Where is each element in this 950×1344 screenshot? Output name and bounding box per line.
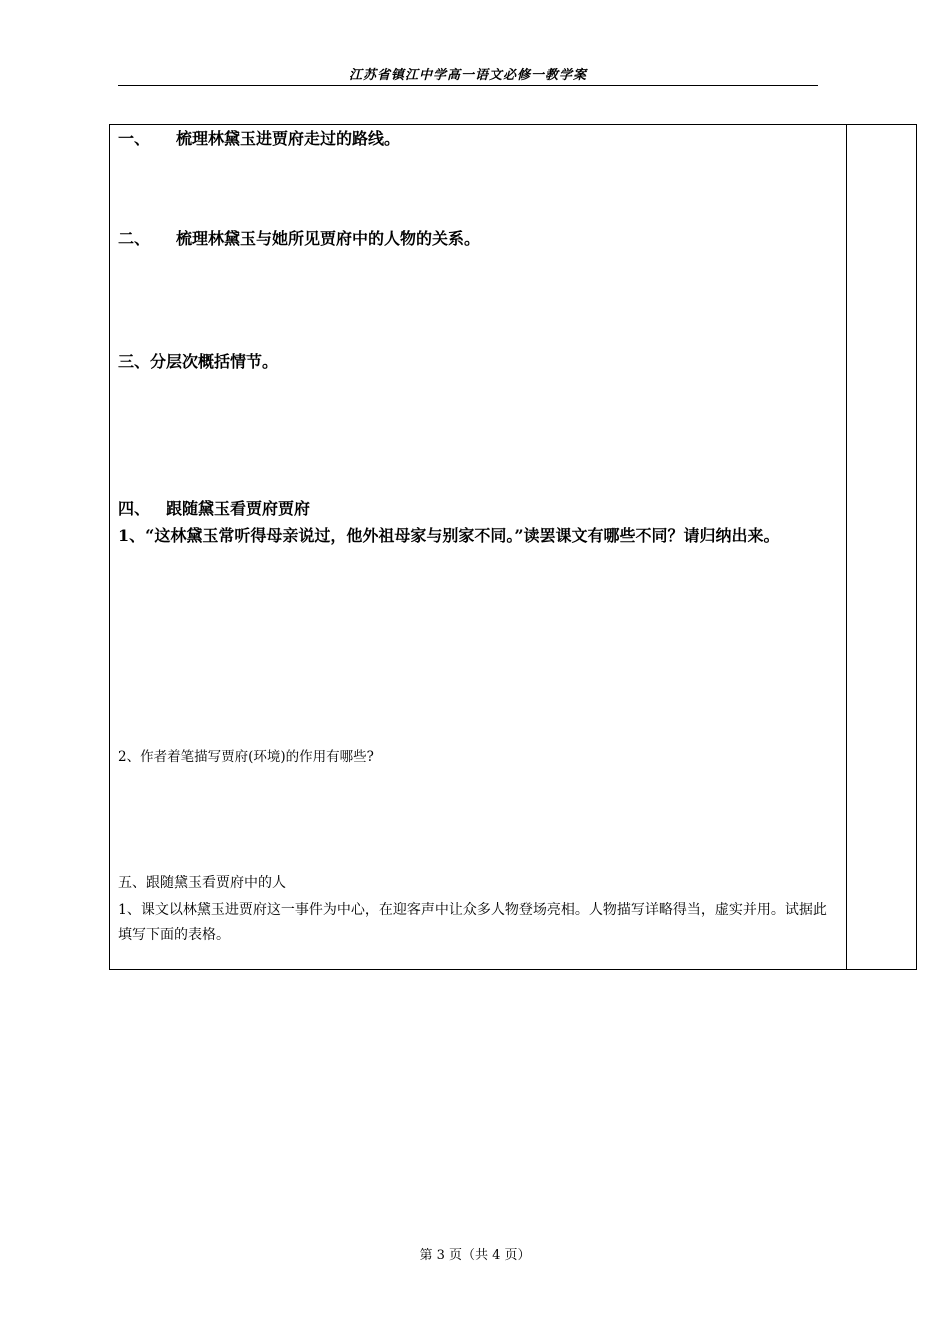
question-2 bbox=[118, 226, 840, 252]
question-1-text: 梳理林黛玉进贾府走过的路线。 bbox=[176, 129, 401, 148]
question-1-number: 一、 bbox=[118, 129, 151, 148]
question-4-number: 四、 bbox=[118, 499, 151, 518]
margin-column-divider bbox=[846, 124, 847, 970]
question-3: 三、分层次概括情节。 bbox=[118, 352, 279, 371]
page-number: 第 3 页（共 4 页） bbox=[419, 1248, 531, 1263]
question-4-title: 跟随黛玉看贾府贾府 bbox=[166, 499, 311, 518]
question-4-heading bbox=[118, 496, 840, 522]
question-5-heading: 五、跟随黛玉看贾府中的人 bbox=[118, 875, 286, 891]
question-4-2: 2、作者着笔描写贾府(环境)的作用有哪些? bbox=[118, 749, 374, 765]
question-2-number: 二、 bbox=[118, 229, 151, 248]
question-2-text: 梳理林黛玉与她所见贾府中的人物的关系。 bbox=[176, 229, 481, 248]
document-header-title: 江苏省镇江中学高一语文必修一教学案 bbox=[348, 68, 587, 83]
question-1 bbox=[118, 126, 840, 152]
question-5-1: 1、课文以林黛玉进贾府这一事件为中心，在迎客声中让众多人物登场亮相。人物描写详略得当，虚实并用。试据此填写下面的表格。 bbox=[118, 902, 827, 943]
question-4-1: 1、“这林黛玉常听得母亲说过，他外祖母家与别家不同。”读罢课文有哪些不同？请归纳出来。 bbox=[118, 526, 780, 545]
header-rule bbox=[118, 85, 818, 86]
